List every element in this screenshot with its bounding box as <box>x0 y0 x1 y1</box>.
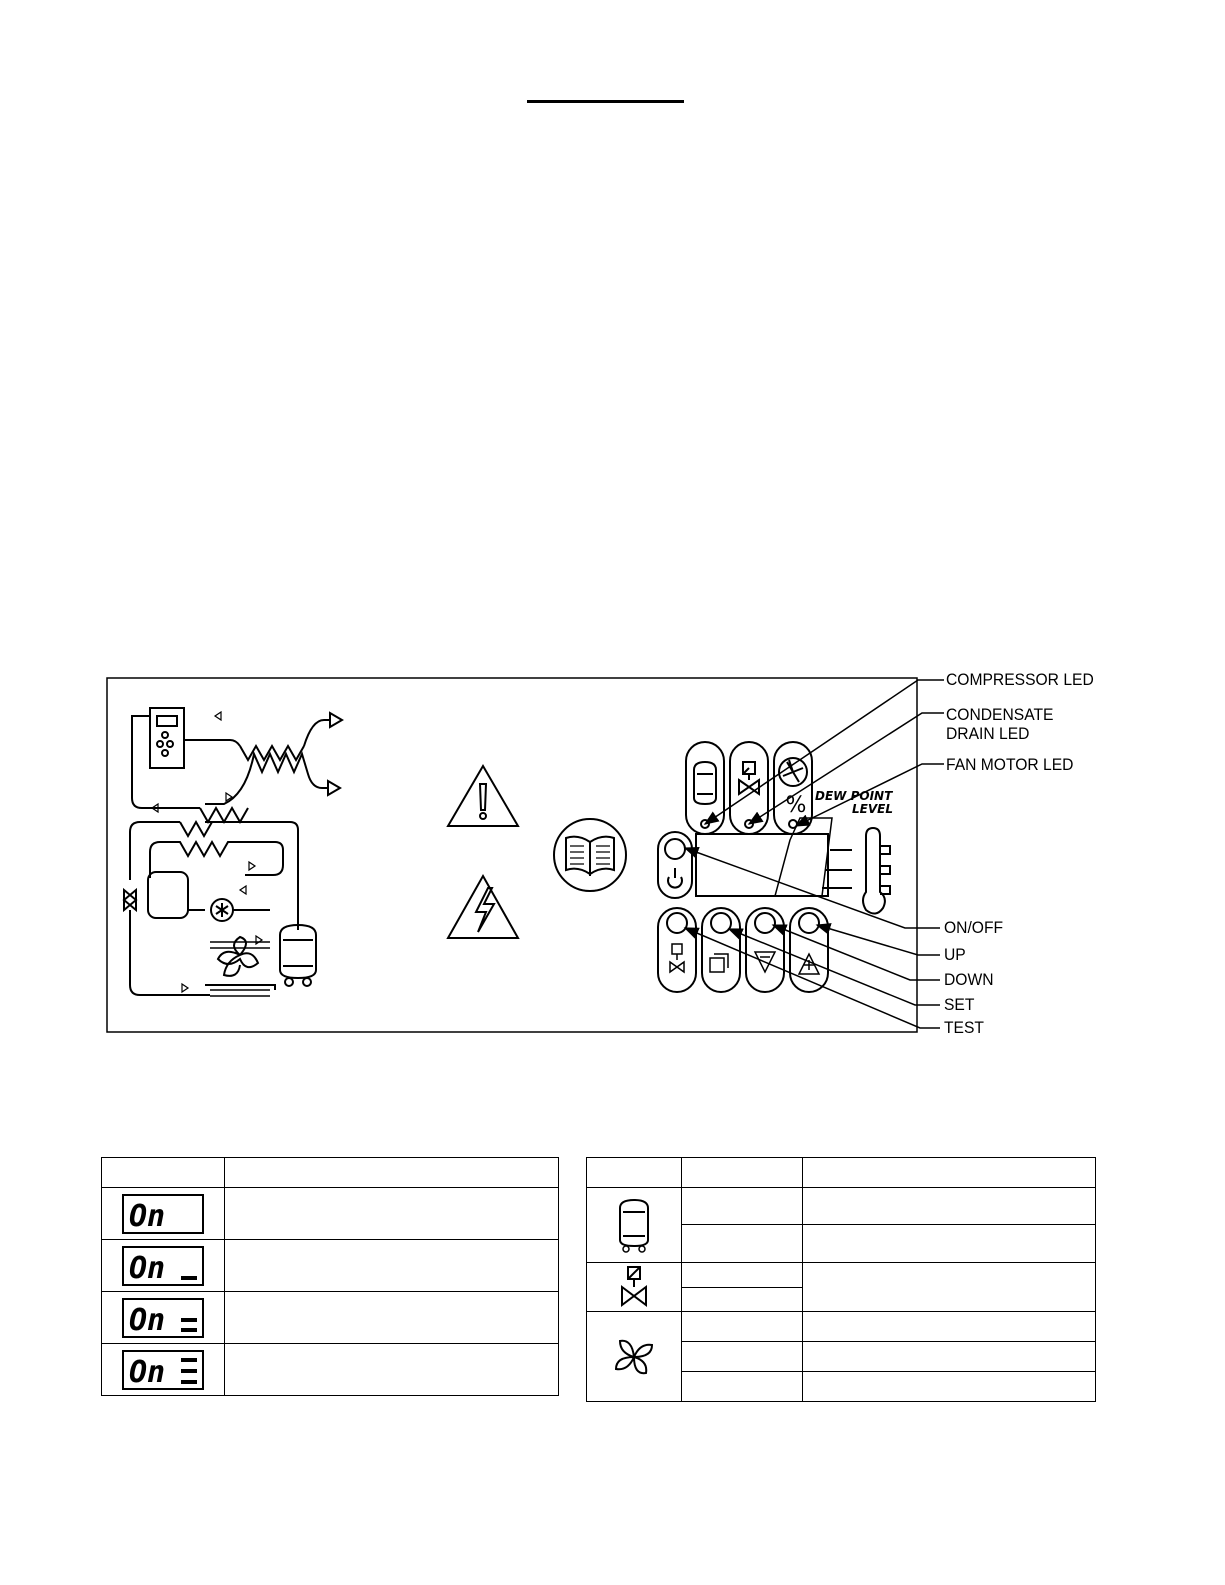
table-row <box>102 1344 559 1396</box>
compressor-icon <box>614 1196 654 1254</box>
electrical-hazard-icon <box>448 876 518 938</box>
up-button-outline <box>790 908 828 992</box>
display-on-bar3-icon <box>121 1349 205 1391</box>
fan-icon <box>609 1332 659 1382</box>
display-on-bar2-icon <box>121 1297 205 1339</box>
percent-symbol: % <box>785 793 807 818</box>
display-legend-table <box>101 1157 559 1396</box>
dew-point-label: DEW POINT <box>815 789 893 803</box>
refrigeration-schematic-icon <box>124 708 342 996</box>
condensate-led-label-line1: CONDENSATE <box>946 705 1054 724</box>
compressor-icon <box>694 762 716 804</box>
table-header-row <box>587 1158 1096 1188</box>
table-header-row <box>102 1158 559 1188</box>
svg-text:On: On <box>129 1302 166 1338</box>
down-button-outline <box>746 908 784 992</box>
test-button <box>667 913 687 933</box>
down-label: DOWN <box>944 970 994 989</box>
drain-valve-icon <box>617 1265 651 1309</box>
table-row <box>102 1240 559 1292</box>
table-row <box>587 1188 1096 1225</box>
fan-motor-led-label: FAN MOTOR LED <box>946 755 1074 774</box>
table-row <box>587 1263 1096 1288</box>
warning-icon <box>448 766 518 826</box>
svg-text:On: On <box>129 1250 166 1286</box>
svg-text:On: On <box>129 1198 166 1234</box>
on-off-label: ON/OFF <box>944 918 1004 937</box>
dew-point-level-label: LEVEL <box>852 802 893 816</box>
down-button <box>755 913 775 933</box>
drain-test-icon <box>670 944 684 972</box>
table-row <box>102 1188 559 1240</box>
up-button <box>799 913 819 933</box>
set-icon <box>710 954 728 972</box>
power-icon <box>668 868 682 888</box>
panel-frame <box>107 678 917 1032</box>
display-window <box>696 834 828 896</box>
set-button-outline <box>702 908 740 992</box>
icon-legend-table <box>586 1157 1096 1402</box>
test-button-outline <box>658 908 696 992</box>
compressor-led-label: COMPRESSOR LED <box>946 670 1094 689</box>
set-button <box>711 913 731 933</box>
on-off-button[interactable] <box>665 839 685 859</box>
up-label: UP <box>944 945 966 964</box>
condenser-fan-icon <box>218 937 258 976</box>
manual-book-icon <box>554 819 626 891</box>
set-label: SET <box>944 995 975 1014</box>
table-row <box>587 1312 1096 1342</box>
svg-text:On: On <box>129 1354 166 1390</box>
display-on-icon <box>121 1193 205 1235</box>
thermometer-icon <box>863 828 885 914</box>
test-label: TEST <box>944 1018 984 1037</box>
table-row <box>102 1292 559 1344</box>
display-on-bar1-icon <box>121 1245 205 1287</box>
compressor-schematic-icon <box>280 925 316 978</box>
condensate-led-label-line2: DRAIN LED <box>946 724 1030 743</box>
